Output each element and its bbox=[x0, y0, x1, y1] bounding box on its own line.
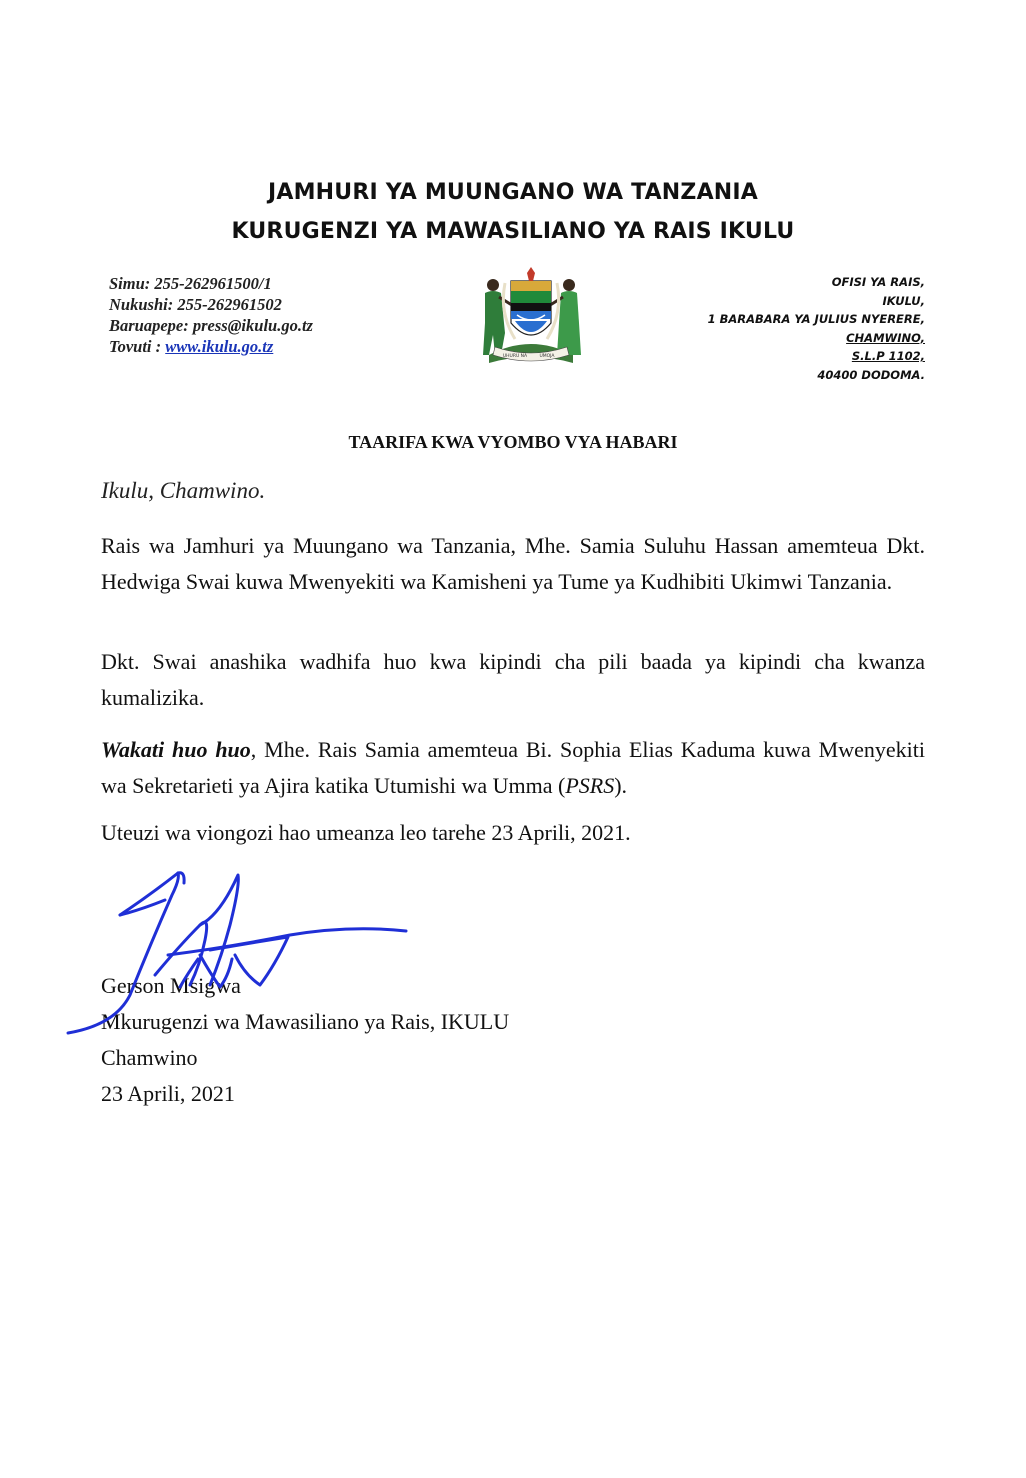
website-label: Tovuti : bbox=[109, 337, 166, 356]
address-line: 40400 DODOMA. bbox=[817, 367, 925, 382]
paragraph-body: , Mhe. Rais Samia amemteua Bi. Sophia Elias Kaduma kuwa Mwenyekiti wa Sekretarieti ya Ajira katika Utumishi wa Umma ( bbox=[101, 737, 925, 798]
office-address bbox=[708, 273, 925, 384]
contact-info bbox=[109, 273, 313, 357]
emblem-motto-left: UHURU NA bbox=[502, 354, 528, 359]
address-line: CHAMWINO, bbox=[846, 330, 925, 345]
emblem-motto-right: UMOJA bbox=[539, 354, 555, 359]
header-title-line2: KURUGENZI YA MAWASILIANO YA RAIS IKULU bbox=[231, 219, 795, 244]
address-line: OFISI YA RAIS, bbox=[831, 275, 925, 289]
paragraph-end: ). bbox=[614, 773, 628, 798]
place-line: Ikulu, Chamwino. bbox=[101, 478, 266, 503]
header-title-line1: JAMHURI YA MUUNGANO WA TANZANIA bbox=[267, 180, 759, 205]
address-line: 1 BARABARA YA JULIUS NYERERE, bbox=[707, 312, 925, 326]
address-line: S.L.P 1102, bbox=[851, 349, 925, 363]
abbreviation: PSRS bbox=[565, 773, 615, 798]
signatory-title: Mkurugenzi wa Mawasiliano ya Rais, IKULU bbox=[101, 1009, 510, 1034]
fax-number: Nukushi: 255-262961502 bbox=[109, 295, 282, 314]
emphasis-lead: Wakati huo huo bbox=[101, 737, 251, 762]
coat-of-arms-icon bbox=[471, 263, 591, 368]
paragraph-appointment-1: Rais wa Jamhuri ya Muungano wa Tanzania, Mhe. Samia Suluhu Hassan amemteua Dkt. Hedwiga Swai kuwa Mwenyekiti wa Kamisheni ya Tume ya Kudhibiti Ukimwi Tanzania. bbox=[101, 533, 925, 594]
website-link[interactable]: www.ikulu.go.tz bbox=[165, 337, 274, 356]
address-line: IKULU, bbox=[882, 293, 925, 308]
handwritten-signature-icon bbox=[60, 855, 420, 1045]
signatory-name: Gerson Msigwa bbox=[101, 973, 241, 998]
document-heading: TAARIFA KWA VYOMBO VYA HABARI bbox=[348, 432, 678, 452]
website-row bbox=[109, 336, 313, 357]
paragraph-term: Dkt. Swai anashika wadhifa huo kwa kipindi cha pili baada ya kipindi cha kwanza kumalizika. bbox=[101, 649, 925, 710]
paragraph-effective-date: Uteuzi wa viongozi hao umeanza leo tarehe 23 Aprili, 2021. bbox=[101, 820, 631, 845]
signature-date: 23 Aprili, 2021 bbox=[101, 1081, 235, 1106]
signatory-location: Chamwino bbox=[101, 1045, 198, 1070]
paragraph-appointment-2 bbox=[101, 732, 925, 804]
email-address: Baruapepe: press@ikulu.go.tz bbox=[109, 316, 313, 335]
phone-number: Simu: 255-262961500/1 bbox=[109, 274, 272, 293]
